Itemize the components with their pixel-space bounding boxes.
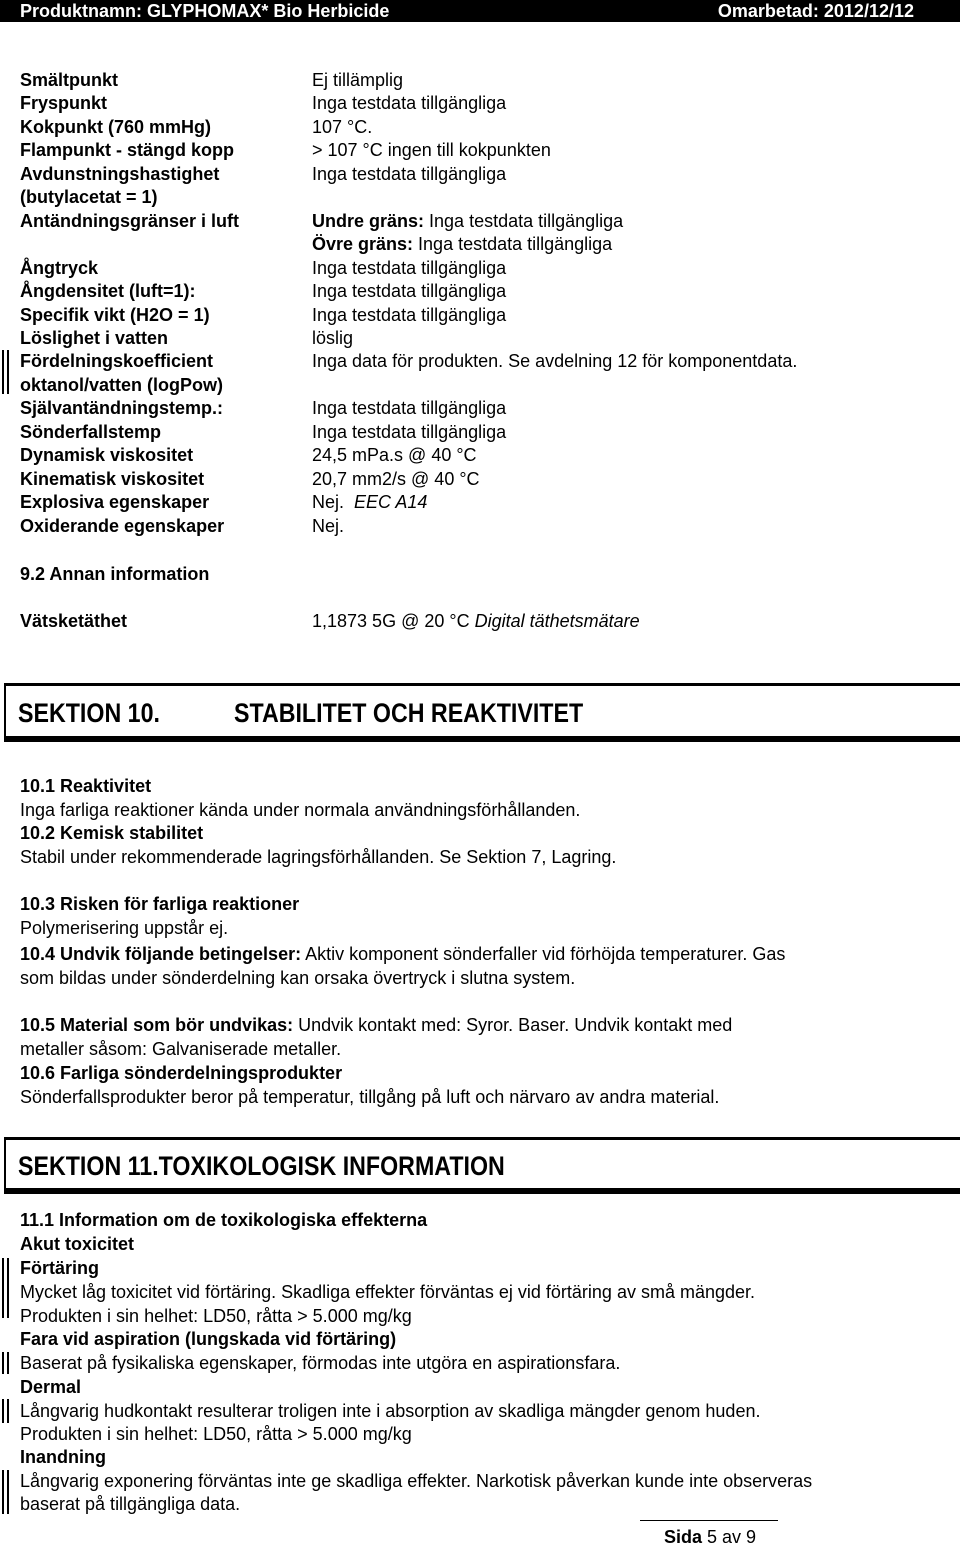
page-number: Sida 5 av 9 bbox=[664, 1527, 757, 1547]
aspiration-text: Baserat på fysikaliska egenskaper, förmodas inte utgöra en aspirationsfara. bbox=[20, 1353, 621, 1373]
product-name: Produktnamn: GLYPHOMAX* Bio Herbicide bbox=[20, 1, 390, 21]
property-label: Kinematisk viskositet bbox=[20, 469, 205, 489]
property-value: Övre gräns: Inga testdata tillgängliga bbox=[312, 234, 613, 254]
change-bar bbox=[7, 350, 9, 394]
hazardous-reactions-heading: 10.3 Risken för farliga reaktioner bbox=[20, 894, 300, 914]
section-10-title: STABILITET OCH REAKTIVITET bbox=[234, 698, 584, 728]
property-value: Inga testdata tillgängliga bbox=[312, 398, 507, 418]
property-label: Självantändningstemp.: bbox=[20, 398, 224, 418]
property-label: Löslighet i vatten bbox=[20, 328, 169, 348]
page-header bbox=[0, 0, 960, 22]
inhalation-heading: Inandning bbox=[20, 1447, 106, 1467]
change-bar bbox=[2, 350, 4, 394]
footer-rule bbox=[640, 1520, 778, 1521]
change-bar bbox=[7, 1352, 9, 1374]
property-label: Ångtryck bbox=[20, 258, 99, 278]
property-value: Inga testdata tillgängliga bbox=[312, 164, 507, 184]
property-label: Oxiderande egenskaper bbox=[20, 516, 225, 536]
divider-left bbox=[4, 1140, 6, 1190]
property-value: löslig bbox=[312, 328, 354, 348]
ingestion-text: Mycket låg toxicitet vid förtäring. Skadliga effekter förväntas ej vid förtäring av små mängder. bbox=[20, 1282, 756, 1302]
property-value: Ej tillämplig bbox=[312, 70, 404, 90]
change-bar bbox=[7, 1470, 9, 1514]
section-11-title: SEKTION 11.TOXIKOLOGISK INFORMATION bbox=[18, 1151, 505, 1181]
property-label: Fryspunkt bbox=[20, 93, 108, 113]
conditions-avoid-cont: som bildas under sönderdelning kan orsaka övertryck i slutna system. bbox=[20, 968, 576, 988]
acute-toxicity-heading: Akut toxicitet bbox=[20, 1234, 135, 1254]
divider-top bbox=[4, 1137, 960, 1140]
property-label: Specifik vikt (H2O = 1) bbox=[20, 305, 210, 325]
property-label: Flampunkt - stängd kopp bbox=[20, 140, 234, 160]
change-bar bbox=[2, 1258, 4, 1318]
property-label: Kokpunkt (760 mmHg) bbox=[20, 117, 212, 137]
section-9-2-heading: 9.2 Annan information bbox=[20, 564, 210, 584]
dermal-text: Långvarig hudkontakt resulterar troligen inte i absorption av skadliga mängder genom huden. bbox=[20, 1401, 761, 1421]
change-bar bbox=[7, 1258, 9, 1318]
property-label: Dynamisk viskositet bbox=[20, 445, 194, 465]
property-label: Smältpunkt bbox=[20, 70, 119, 90]
divider-bottom bbox=[4, 736, 960, 742]
divider-left bbox=[4, 686, 6, 738]
reactivity-heading: 10.1 Reaktivitet bbox=[20, 776, 152, 796]
conditions-avoid: 10.4 Undvik följande betingelser: Aktiv komponent sönderfaller vid förhöjda temperaturer. Gas bbox=[20, 944, 786, 964]
change-bar bbox=[2, 1399, 4, 1423]
reactivity-text: Inga farliga reaktioner kända under normala användningsförhållanden. bbox=[20, 800, 581, 820]
change-bar bbox=[2, 1470, 4, 1514]
divider-top bbox=[4, 683, 960, 686]
divider-bottom bbox=[4, 1188, 960, 1194]
toxicology-heading: 11.1 Information om de toxikologiska effekterna bbox=[20, 1210, 428, 1230]
revision-date: Omarbetad: 2012/12/12 bbox=[717, 1, 914, 21]
property-value: Inga testdata tillgängliga bbox=[312, 93, 507, 113]
property-label: (butylacetat = 1) bbox=[20, 187, 158, 207]
dermal-heading: Dermal bbox=[20, 1377, 82, 1397]
property-value: Inga testdata tillgängliga bbox=[312, 281, 507, 301]
hazardous-reactions-text: Polymerisering uppstår ej. bbox=[20, 918, 229, 938]
property-value: Inga testdata tillgängliga bbox=[312, 258, 507, 278]
property-value: > 107 °C ingen till kokpunkten bbox=[312, 140, 551, 160]
section-10-number: SEKTION 10. bbox=[18, 698, 160, 728]
property-label: oktanol/vatten (logPow) bbox=[20, 375, 224, 395]
change-bar bbox=[7, 1399, 9, 1423]
change-bar bbox=[2, 1352, 4, 1374]
property-label: Sönderfallstemp bbox=[20, 422, 162, 442]
property-value: Inga testdata tillgängliga bbox=[312, 305, 507, 325]
property-value: Inga data för produkten. Se avdelning 12 för komponentdata. bbox=[312, 351, 798, 371]
decomposition-heading: 10.6 Farliga sönderdelningsprodukter bbox=[20, 1063, 343, 1083]
density-label: Vätsketäthet bbox=[20, 611, 128, 631]
aspiration-heading: Fara vid aspiration (lungskada vid förtäring) bbox=[20, 1329, 397, 1349]
property-value: Undre gräns: Inga testdata tillgängliga bbox=[312, 211, 624, 231]
property-value: Nej. bbox=[312, 516, 345, 536]
stability-heading: 10.2 Kemisk stabilitet bbox=[20, 823, 204, 843]
ingestion-heading: Förtäring bbox=[20, 1258, 99, 1278]
ingestion-ld50: Produkten i sin helhet: LD50, råtta > 5.000 mg/kg bbox=[20, 1306, 412, 1326]
property-label: Avdunstningshastighet bbox=[20, 164, 220, 184]
density-value: 1,1873 5G @ 20 °C Digital täthetsmätare bbox=[312, 611, 640, 631]
property-value: Nej. EEC A14 bbox=[312, 492, 428, 512]
property-value: 24,5 mPa.s @ 40 °C bbox=[312, 445, 477, 465]
property-value: 107 °C. bbox=[312, 117, 373, 137]
inhalation-text: Långvarig exponering förväntas inte ge skadliga effekter. Narkotisk påverkan kunde inte observeras bbox=[20, 1471, 813, 1491]
property-label: Ångdensitet (luft=1): bbox=[20, 281, 196, 301]
property-value: 20,7 mm2/s @ 40 °C bbox=[312, 469, 480, 489]
property-value: Inga testdata tillgängliga bbox=[312, 422, 507, 442]
incompatible-materials-cont: metaller såsom: Galvaniserade metaller. bbox=[20, 1039, 342, 1059]
dermal-ld50: Produkten i sin helhet: LD50, råtta > 5.000 mg/kg bbox=[20, 1424, 412, 1444]
property-label: Antändningsgränser i luft bbox=[20, 211, 240, 231]
stability-text: Stabil under rekommenderade lagringsförhållanden. Se Sektion 7, Lagring. bbox=[20, 847, 617, 867]
incompatible-materials: 10.5 Material som bör undvikas: Undvik kontakt med: Syror. Baser. Undvik kontakt med bbox=[20, 1015, 733, 1035]
property-label: Fördelningskoefficient bbox=[20, 351, 214, 371]
decomposition-text: Sönderfallsprodukter beror på temperatur, tillgång på luft och närvaro av andra material. bbox=[20, 1087, 720, 1107]
property-label: Explosiva egenskaper bbox=[20, 492, 210, 512]
inhalation-text-cont: baserat på tillgängliga data. bbox=[20, 1494, 241, 1514]
